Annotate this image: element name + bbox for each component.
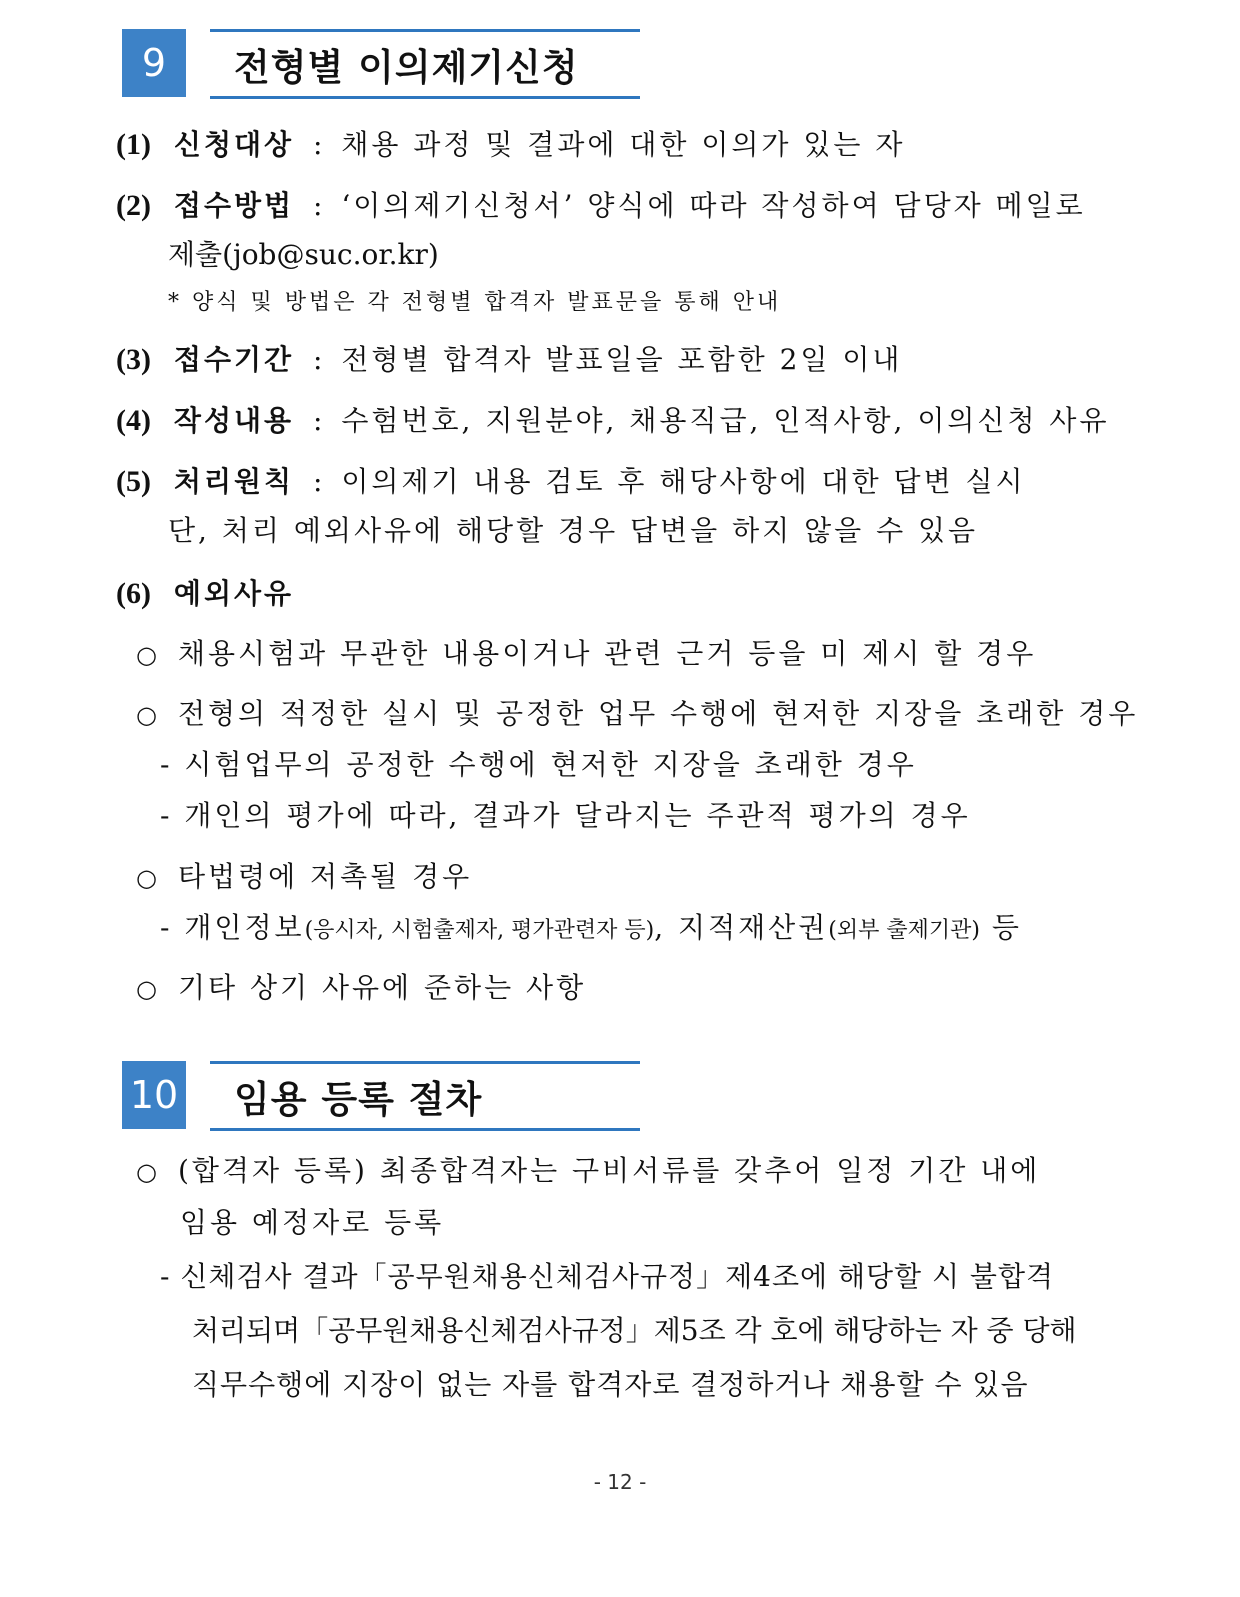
sub-text: , 지적재산권 bbox=[654, 911, 829, 944]
item-1 bbox=[116, 127, 905, 163]
item-separator: : bbox=[313, 128, 323, 161]
item-5-continuation: 단, 처리 예외사유에 해당할 경우 답변을 하지 않을 수 있음 bbox=[168, 514, 979, 547]
item-label: 접수기간 bbox=[173, 343, 295, 376]
item-2-note: * 양식 및 방법은 각 전형별 합격자 발표문을 통해 안내 bbox=[168, 290, 782, 315]
section-title-box bbox=[210, 1061, 640, 1131]
circle-bullet-icon: ○ bbox=[136, 701, 160, 729]
registration-item bbox=[136, 1154, 1040, 1188]
registration-text: (합격자 등록) 최종합격자는 구비서류를 갖추어 일정 기간 내에 bbox=[177, 1154, 1041, 1187]
section-number: 10 bbox=[122, 1061, 186, 1129]
registration-sub-1: - 신체검사 결과「공무원채용신체검사규정」제4조에 해당할 시 불합격 bbox=[160, 1260, 1055, 1293]
item-label: 접수방법 bbox=[173, 189, 295, 222]
section-title-box bbox=[210, 29, 640, 99]
item-number: (5) bbox=[116, 465, 151, 498]
exception-3 bbox=[136, 860, 472, 894]
circle-bullet-icon: ○ bbox=[136, 864, 160, 892]
item-6 bbox=[116, 576, 294, 612]
item-text: 전형별 합격자 발표일을 포함한 2일 이내 bbox=[341, 343, 903, 376]
section-title: 임용 등록 절차 bbox=[234, 1078, 483, 1121]
exception-text: 기타 상기 사유에 준하는 사항 bbox=[177, 971, 587, 1004]
item-separator: : bbox=[313, 343, 323, 376]
sub-paren: (외부 출제기관) bbox=[828, 918, 980, 943]
exception-text: 전형의 적정한 실시 및 공정한 업무 수행에 현저한 지장을 초래한 경우 bbox=[177, 697, 1139, 730]
exception-text: 타법령에 저촉될 경우 bbox=[177, 860, 473, 893]
item-3 bbox=[116, 342, 902, 378]
sub-paren: (응시자, 시험출제자, 평가관련자 등) bbox=[304, 918, 655, 943]
registration-sub-3: 직무수행에 지장이 없는 자를 합격자로 결정하거나 채용할 수 있음 bbox=[192, 1368, 1029, 1401]
item-separator: : bbox=[313, 189, 323, 222]
exception-2-sub-1: - 시험업무의 공정한 수행에 현저한 지장을 초래한 경우 bbox=[160, 748, 917, 781]
section-9-header bbox=[122, 29, 642, 97]
registration-sub-2: 처리되며「공무원채용신체검사규정」제5조 각 호에 해당하는 자 중 당해 bbox=[192, 1314, 1077, 1347]
registration-continuation: 임용 예정자로 등록 bbox=[180, 1206, 445, 1239]
sub-text: 등 bbox=[979, 911, 1022, 944]
item-text: 수험번호, 지원분야, 채용직급, 인적사항, 이의신청 사유 bbox=[341, 404, 1110, 437]
item-number: (1) bbox=[116, 128, 151, 161]
exception-2 bbox=[136, 697, 1138, 731]
sub-text: - 개인정보 bbox=[160, 911, 305, 944]
page-number: - 12 - bbox=[593, 1470, 647, 1494]
item-number: (3) bbox=[116, 343, 151, 376]
exception-4 bbox=[136, 971, 586, 1005]
item-text: 채용 과정 및 결과에 대한 이의가 있는 자 bbox=[341, 128, 906, 161]
item-separator: : bbox=[313, 404, 323, 437]
exception-text: 채용시험과 무관한 내용이거나 관련 근거 등을 미 제시 할 경우 bbox=[177, 637, 1037, 670]
exception-2-sub-2: - 개인의 평가에 따라, 결과가 달라지는 주관적 평가의 경우 bbox=[160, 799, 971, 832]
item-separator: : bbox=[313, 465, 323, 498]
item-5 bbox=[116, 464, 1026, 500]
item-text: 이의제기 내용 검토 후 해당사항에 대한 답변 실시 bbox=[341, 465, 1026, 498]
circle-bullet-icon: ○ bbox=[136, 1158, 160, 1186]
item-label: 작성내용 bbox=[173, 404, 295, 437]
item-number: (4) bbox=[116, 404, 151, 437]
section-title: 전형별 이의제기신청 bbox=[234, 46, 579, 89]
item-text: ‘이의제기신청서’ 양식에 따라 작성하여 담당자 메일로 bbox=[341, 189, 1086, 222]
item-number: (2) bbox=[116, 189, 151, 222]
item-2 bbox=[116, 188, 1086, 224]
section-number: 9 bbox=[122, 29, 186, 97]
circle-bullet-icon: ○ bbox=[136, 641, 160, 669]
circle-bullet-icon: ○ bbox=[136, 975, 160, 1003]
item-label: 처리원칙 bbox=[173, 465, 295, 498]
item-4 bbox=[116, 403, 1110, 439]
exception-3-sub-1 bbox=[160, 911, 1022, 945]
item-label: 신청대상 bbox=[173, 128, 295, 161]
item-2-continuation: 제출(job@suc.or.kr) bbox=[168, 238, 439, 271]
item-label: 예외사유 bbox=[173, 577, 295, 610]
section-10-header bbox=[122, 1061, 642, 1129]
exception-1 bbox=[136, 637, 1036, 671]
item-number: (6) bbox=[116, 577, 151, 610]
